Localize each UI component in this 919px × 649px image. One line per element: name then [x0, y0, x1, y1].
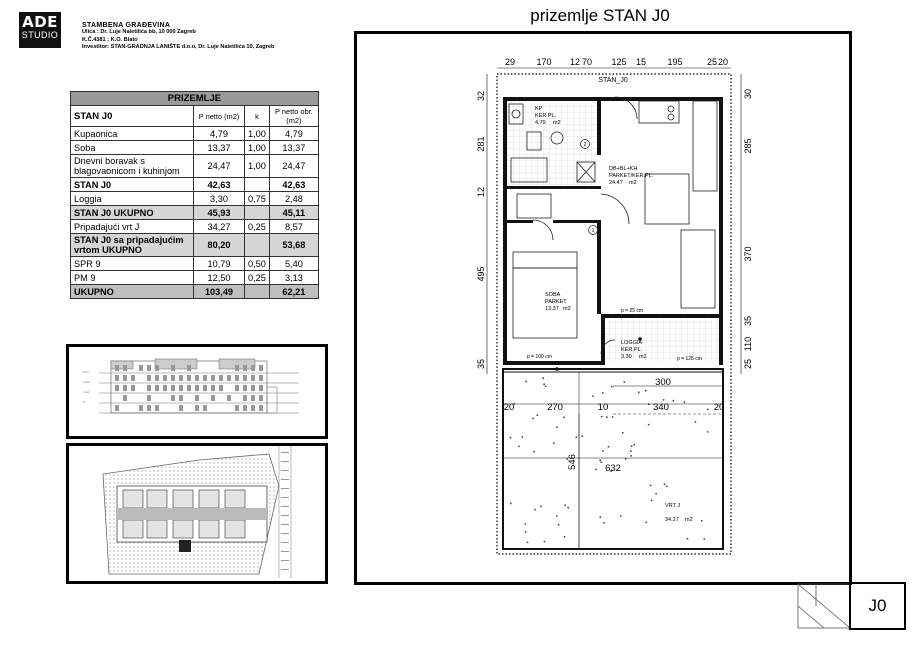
table-cell-p-netto: 12,50	[194, 271, 245, 285]
door-number: 1	[591, 228, 595, 234]
table-cell-p-obr: 53,68	[269, 234, 318, 257]
room-name: VRT J	[665, 503, 681, 509]
window-mark	[187, 375, 191, 381]
grass-mark	[631, 445, 633, 447]
window-mark	[155, 365, 159, 371]
table-cell-p-netto: 10,79	[194, 257, 245, 271]
table-cell-k	[245, 206, 270, 220]
window-mark	[139, 365, 143, 371]
window-mark	[123, 365, 127, 371]
window-mark	[187, 385, 191, 391]
grass-mark	[595, 469, 597, 471]
room-area: 34.27	[665, 517, 679, 523]
grass-mark	[532, 418, 534, 420]
window-mark	[243, 365, 247, 371]
door-number: 2	[583, 142, 587, 148]
window-mark	[243, 405, 247, 411]
grass-mark	[707, 409, 709, 411]
window-mark	[163, 385, 167, 391]
grass-mark	[638, 391, 640, 393]
sheet-label: J0	[849, 582, 906, 630]
table-cell-p-netto: 45,93	[194, 206, 245, 220]
project-title: STAMBENA GRAĐEVINA	[82, 22, 171, 29]
grass-mark	[553, 442, 555, 444]
dimension-label: 12	[476, 186, 486, 198]
room-unit: m2	[629, 180, 637, 186]
grass-mark	[655, 493, 657, 495]
project-info	[82, 22, 274, 52]
floor-plan	[357, 34, 849, 582]
apartment-label: STAN_J0	[598, 77, 628, 84]
table-cell-name: UKUPNO	[71, 285, 194, 299]
parking-mark	[281, 569, 289, 570]
window-mark	[259, 385, 263, 391]
note-text: p = 100 cm	[527, 354, 552, 360]
grass-mark	[663, 399, 665, 401]
grass-mark	[601, 416, 603, 418]
window-mark	[251, 385, 255, 391]
site-plan-drawing	[69, 446, 325, 581]
studio-logo	[19, 12, 61, 48]
grass-mark	[592, 395, 594, 397]
room-area: 4.79	[535, 120, 546, 126]
parking-mark	[281, 524, 289, 525]
parking-mark	[281, 542, 289, 543]
grass-mark	[608, 446, 610, 448]
table-cell-k	[245, 285, 270, 299]
project-investor: Investitor: STAN-GRADNJA LANIŠTE d.o.o, Dr. Luje Naletilića 10, Zagreb	[82, 44, 275, 51]
window-mark	[147, 385, 151, 391]
window-mark	[147, 405, 151, 411]
window-mark	[195, 405, 199, 411]
grass-mark	[536, 414, 538, 416]
window-mark	[171, 375, 175, 381]
table-cell-name: STAN J0	[71, 178, 194, 192]
grass-mark	[564, 504, 566, 506]
window-mark	[227, 395, 231, 401]
dimension-label: 281	[476, 136, 486, 152]
table-cell-k: 1,00	[245, 155, 270, 178]
window-mark	[155, 385, 159, 391]
table-cell-k: 0,50	[245, 257, 270, 271]
window-mark	[115, 385, 119, 391]
grass-mark	[602, 392, 604, 394]
grass-mark	[664, 483, 666, 485]
window-mark	[235, 405, 239, 411]
grass-mark	[630, 455, 632, 457]
dimension-label: 35	[743, 315, 753, 327]
window-mark	[251, 395, 255, 401]
table-cell-name: Loggia	[71, 192, 194, 206]
dimension-label: 30	[743, 88, 753, 100]
window-mark	[179, 385, 183, 391]
table-row	[71, 234, 319, 257]
site-plan-thumbnail	[66, 443, 328, 584]
table-cell-p-obr: 13,37	[269, 141, 318, 155]
window-mark	[179, 375, 183, 381]
grass-mark	[521, 436, 523, 438]
grass-mark	[603, 522, 605, 524]
grass-mark	[684, 401, 686, 403]
window-mark	[251, 375, 255, 381]
room-unit: m2	[563, 306, 571, 312]
parking-mark	[281, 497, 289, 498]
window-mark	[259, 375, 263, 381]
dimension-label: 70	[581, 57, 593, 67]
room-name: LOGGIA	[621, 340, 643, 346]
grass-mark	[567, 507, 569, 509]
window-mark	[259, 395, 263, 401]
room-floor: PARKET	[545, 299, 567, 305]
window-mark	[179, 395, 183, 401]
window-mark	[195, 375, 199, 381]
dimension-label: 20	[713, 402, 725, 413]
grass-mark	[645, 390, 647, 392]
table-cell-p-obr: 5,40	[269, 257, 318, 271]
dimension-label: 20	[503, 402, 515, 413]
grass-mark	[556, 515, 558, 517]
grass-mark	[612, 416, 614, 418]
parking-mark	[281, 533, 289, 534]
window-mark	[123, 375, 127, 381]
room-name: DB+BL+KH	[609, 166, 638, 172]
window-mark	[203, 405, 207, 411]
table-col-header: P netto obr. (m2)	[269, 106, 318, 127]
table-cell-p-netto: 42,63	[194, 178, 245, 192]
grass-mark	[600, 461, 602, 463]
dimension-label: 25	[743, 358, 753, 370]
table-cell-p-obr: 3,13	[269, 271, 318, 285]
svg-text:1.kat: 1.kat	[83, 390, 90, 394]
grass-mark	[545, 385, 547, 387]
grass-mark	[611, 386, 613, 388]
parking-mark	[281, 479, 289, 480]
window-mark	[235, 365, 239, 371]
grass-mark	[623, 381, 625, 383]
dimension-label: 20	[717, 57, 729, 67]
grass-mark	[634, 444, 636, 446]
table-cell-k	[245, 234, 270, 257]
dimension-label: 285	[743, 138, 753, 154]
logo-line2: STUDIO	[21, 30, 59, 40]
svg-text:Pr: Pr	[83, 400, 86, 404]
table-cell-k: 0,75	[245, 192, 270, 206]
window-mark	[131, 375, 135, 381]
window-mark	[123, 385, 127, 391]
room-bedroom	[545, 292, 571, 312]
table-cell-k: 0,25	[245, 271, 270, 285]
grass-mark	[701, 520, 703, 522]
table-row	[71, 141, 319, 155]
note-text: p = 125 cm	[677, 356, 702, 362]
grass-mark	[575, 436, 577, 438]
room-area: 3.30	[621, 354, 632, 360]
grass-mark	[527, 542, 529, 544]
grass-mark	[599, 516, 601, 518]
table-row	[71, 127, 319, 141]
note-text: p = 25 cm	[621, 308, 644, 314]
window-mark	[211, 385, 215, 391]
grass-mark	[544, 541, 546, 543]
parking-mark	[281, 452, 289, 453]
window-mark	[171, 385, 175, 391]
dimension-label: 12	[569, 57, 581, 67]
table-row	[71, 206, 319, 220]
table-cell-p-obr: 2,48	[269, 192, 318, 206]
parking-mark	[281, 551, 289, 552]
parking-mark	[281, 560, 289, 561]
grass-mark	[510, 437, 512, 439]
elevation-drawing	[69, 347, 325, 436]
window-mark	[147, 365, 151, 371]
grass-mark	[510, 503, 512, 505]
table-cell-name: PM 9	[71, 271, 194, 285]
grass-mark	[518, 446, 520, 448]
room-unit: m2	[685, 517, 693, 523]
page-title: prizemlje STAN J0	[530, 6, 670, 25]
table-cell-p-obr: 8,57	[269, 220, 318, 234]
parking-mark	[281, 515, 289, 516]
dimension-label: 270	[547, 402, 563, 413]
table-cell-p-obr: 42,63	[269, 178, 318, 192]
room-floor: KER.PL.	[535, 113, 557, 119]
window-mark	[243, 375, 247, 381]
grass-mark	[556, 426, 558, 428]
parking-mark	[281, 461, 289, 462]
dimension-label: 25	[706, 57, 718, 67]
dimension-label: 125	[611, 57, 627, 67]
dimension-label: 32	[476, 90, 486, 102]
table-section-header: PRIZEMLJE	[71, 92, 319, 106]
dimension-label: 15	[635, 57, 647, 67]
table-row	[71, 178, 319, 192]
room-garden	[665, 503, 693, 523]
table-row	[71, 257, 319, 271]
logo-line1: ADE	[22, 13, 58, 31]
table-cell-p-netto: 13,37	[194, 141, 245, 155]
room-floor: KER.PL.	[621, 347, 643, 353]
room-name: KP	[535, 106, 543, 112]
table-row	[71, 155, 319, 178]
table-cell-p-netto: 24,47	[194, 155, 245, 178]
window-mark	[123, 395, 127, 401]
project-parcel: K.Č.4381 ; K.O. Blato	[82, 36, 138, 43]
table-cell-k: 1,00	[245, 127, 270, 141]
table-cell-k: 0,25	[245, 220, 270, 234]
table-cell-name: STAN J0 UKUPNO	[71, 206, 194, 220]
grass-mark	[630, 450, 632, 452]
dimension-label: 10	[597, 402, 609, 413]
table-cell-p-netto: 80,20	[194, 234, 245, 257]
window-mark	[219, 385, 223, 391]
table-cell-name: Kupaonica	[71, 127, 194, 141]
window-mark	[251, 405, 255, 411]
grass-mark	[524, 523, 526, 525]
grass-mark	[602, 450, 604, 452]
dimension-label: 340	[653, 402, 669, 413]
window-mark	[227, 375, 231, 381]
table-col-header: STAN J0	[71, 106, 194, 127]
table-cell-name: Pripadajući vrt J	[71, 220, 194, 234]
window-mark	[211, 375, 215, 381]
table-row	[71, 220, 319, 234]
dimension-label: 29	[504, 57, 516, 67]
dimension-label: 35	[476, 358, 486, 370]
window-mark	[251, 365, 255, 371]
elevation-thumbnail	[66, 344, 328, 439]
table-col-header: P netto (m2)	[194, 106, 245, 127]
grass-mark	[622, 432, 624, 434]
window-mark	[139, 405, 143, 411]
grass-mark	[581, 435, 583, 437]
grass-mark	[695, 421, 697, 423]
table-cell-name: STAN J0 sa pripadajućim vrtom UKUPNO	[71, 234, 194, 257]
grass-mark	[650, 485, 652, 487]
table-row	[71, 285, 319, 299]
table-cell-p-netto: 3,30	[194, 192, 245, 206]
grass-mark	[542, 377, 544, 379]
dimension-label: 170	[536, 57, 552, 67]
grass-mark	[599, 459, 601, 461]
window-mark	[115, 375, 119, 381]
table-cell-p-netto: 103,49	[194, 285, 245, 299]
window-mark	[259, 405, 263, 411]
window-mark	[243, 385, 247, 391]
table-cell-name: SPR 9	[71, 257, 194, 271]
room-floor: PARKET/KER.PL.	[609, 173, 654, 179]
window-mark	[259, 365, 263, 371]
window-mark	[147, 395, 151, 401]
table-cell-name: Soba	[71, 141, 194, 155]
room-unit: m2	[553, 120, 561, 126]
window-mark	[131, 385, 135, 391]
dimension-label: 370	[743, 246, 753, 262]
window-mark	[179, 405, 183, 411]
table-cell-p-obr: 62,21	[269, 285, 318, 299]
table-cell-k: 1,00	[245, 141, 270, 155]
svg-text:Krov: Krov	[83, 370, 90, 374]
window-mark	[235, 375, 239, 381]
window-mark	[203, 385, 207, 391]
table-row	[71, 192, 319, 206]
grass-mark	[620, 515, 622, 517]
dimension-label: 195	[667, 57, 683, 67]
window-mark	[211, 395, 215, 401]
grass-mark	[533, 451, 535, 453]
table-cell-p-netto: 4,79	[194, 127, 245, 141]
grass-mark	[606, 416, 608, 418]
grass-mark	[651, 500, 653, 502]
table-col-header: k	[245, 106, 270, 127]
window-mark	[147, 375, 151, 381]
window-mark	[155, 375, 159, 381]
room-name: SOBA	[545, 292, 561, 298]
parking-mark	[281, 506, 289, 507]
dimension-label: 546	[567, 454, 578, 470]
parking-mark	[281, 488, 289, 489]
room-living	[609, 166, 654, 186]
window-mark	[171, 365, 175, 371]
table-cell-p-obr: 24,47	[269, 155, 318, 178]
grass-mark	[648, 424, 650, 426]
grass-mark	[666, 486, 668, 488]
window-mark	[187, 365, 191, 371]
room-area: 13.37	[545, 306, 559, 312]
dimension-label: 110	[743, 336, 753, 352]
window-mark	[155, 405, 159, 411]
window-mark	[219, 375, 223, 381]
table-cell-k	[245, 178, 270, 192]
north-corner-mark	[796, 582, 852, 632]
grass-mark	[534, 509, 536, 511]
table-cell-p-obr: 4,79	[269, 127, 318, 141]
grass-mark	[687, 538, 689, 540]
grass-mark	[540, 505, 542, 507]
svg-text:2.kat: 2.kat	[83, 380, 90, 384]
grass-mark	[525, 381, 527, 383]
window-mark	[171, 395, 175, 401]
floor-plan-panel	[354, 31, 852, 585]
window-mark	[163, 375, 167, 381]
grass-mark	[558, 524, 560, 526]
grass-mark	[564, 536, 566, 538]
grass-mark	[703, 538, 705, 540]
table-cell-p-obr: 45,11	[269, 206, 318, 220]
grass-mark	[543, 383, 545, 385]
parking-mark	[281, 470, 289, 471]
dimension-label: 300	[655, 377, 671, 388]
project-address: Ulica : Dr. Luje Naletilića bb, 10 000 Zagreb	[82, 29, 196, 36]
room-unit: m2	[639, 354, 647, 360]
room-area: 24.47	[609, 180, 623, 186]
window-mark	[195, 385, 199, 391]
grass-mark	[525, 531, 527, 533]
dimension-label: 632	[605, 463, 621, 474]
table-cell-name: Dnevni boravak s blagovaonicom i kuhinjom	[71, 155, 194, 178]
window-mark	[243, 395, 247, 401]
grass-mark	[673, 400, 675, 402]
dimension-label: 495	[476, 266, 486, 282]
table-row	[71, 271, 319, 285]
window-mark	[115, 405, 119, 411]
grass-mark	[563, 416, 565, 418]
area-table	[70, 91, 319, 299]
window-mark	[235, 385, 239, 391]
window-mark	[195, 395, 199, 401]
table-cell-p-netto: 34,27	[194, 220, 245, 234]
grass-mark	[707, 431, 709, 433]
grass-mark	[645, 522, 647, 524]
window-mark	[115, 365, 119, 371]
window-mark	[203, 375, 207, 381]
